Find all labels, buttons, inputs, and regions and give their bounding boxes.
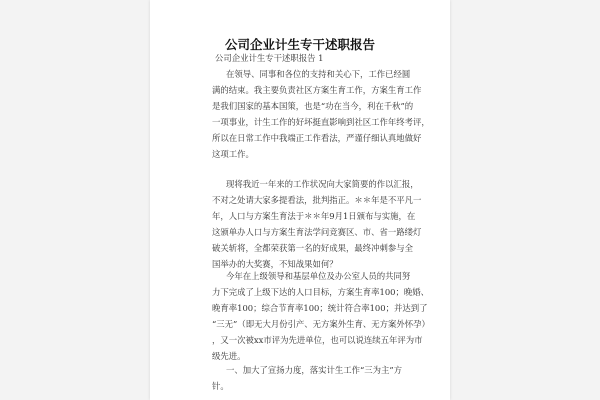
text-line: ，又一次被xx市评为先进单位，也可以说连续五年评为市 — [212, 335, 423, 345]
text-line: 晚育率100；综合节育率100；统计符合率100；并达到了 — [212, 303, 428, 313]
text-line: 现将我近一年来的工作状况向大家简要的作以汇报， — [226, 179, 419, 189]
document-page — [150, 0, 450, 400]
text-line: 在领导、同事和各位的支持和关心下，工作已经圆 — [226, 69, 411, 79]
text-line: 级先进。 — [212, 351, 246, 361]
text-line: 国举办的大奖赛，不知战果如何？ — [212, 259, 338, 269]
text-line: 所以在日常工作中我端正工作看法，严谨仔细认真地做好 — [212, 133, 422, 143]
text-line: 这颁单办人口与方案生育法学问竞赛区、市、省一路缕灯 — [212, 227, 422, 237]
text-line: 满的结束。我主要负责社区方案生育工作，方案生育工作 — [212, 85, 422, 95]
text-line: 一、加大了宣扬力度，落实计生工作“三为主”方 — [226, 365, 403, 375]
text-line: 年，人口与方案生育法于＊＊年9月1日颁布与实施，在 — [212, 211, 416, 221]
text-line: “三无”（即无大月份引产、无方案外生育、无方案外怀孕） — [212, 319, 430, 329]
text-line: 一项事业，计生工作的好坏挺直影响到社区工作年终考评， — [212, 117, 430, 127]
text-line: 今年在上级领导和基层单位及办公室人员的共同努 — [226, 271, 411, 281]
document-title: 公司企业计生专干述职报告 — [224, 37, 375, 52]
document-subtitle: 公司企业计生专干述职报告 1 — [215, 53, 324, 63]
text-line: 针。 — [212, 381, 229, 391]
text-line: 这项工作。 — [212, 149, 254, 159]
text-line: 破关斩将，全都荣获第一名的好成果，最终冲刺参与全 — [212, 243, 413, 253]
text-line: 不对之处请大家多提看法，批判指正。＊＊年是不平凡一 — [212, 195, 422, 205]
text-line: 力下完成了上级下达的人口目标，方案生育率100；晚婚、 — [212, 287, 429, 297]
text-line: 是我们国家的基本国策，也是“功在当今，利在千秋”的 — [212, 101, 414, 111]
